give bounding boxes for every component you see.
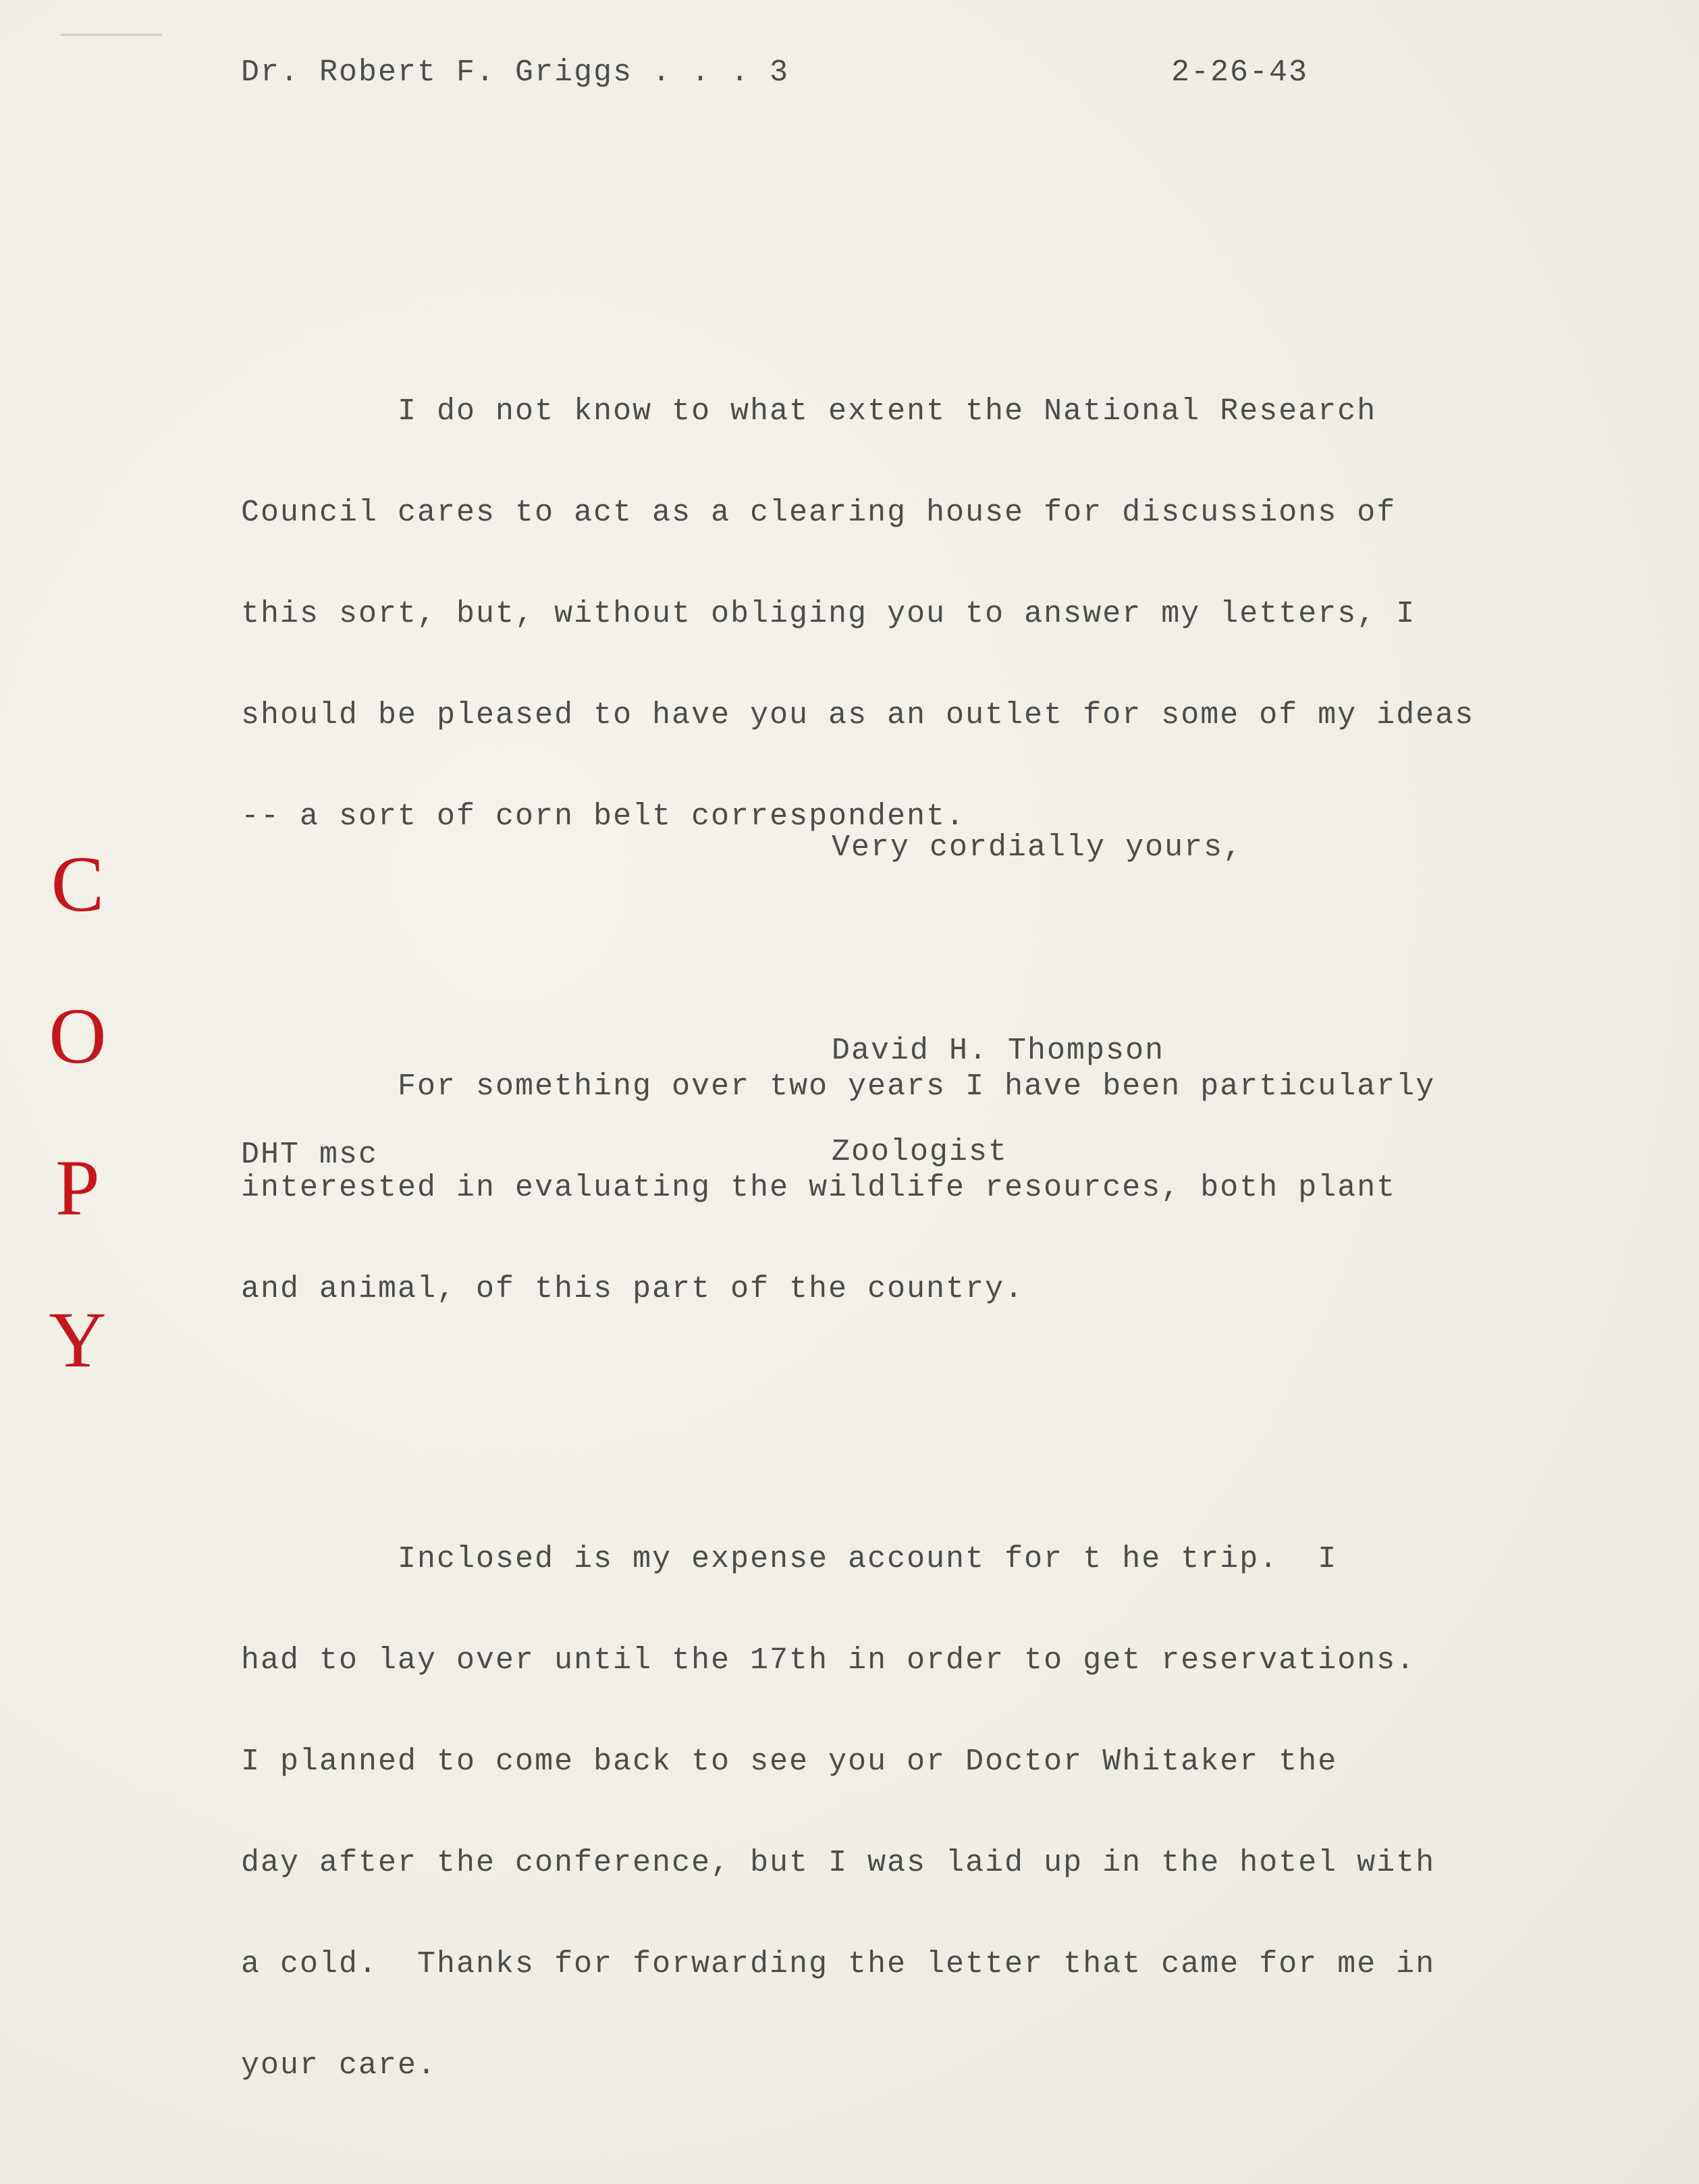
body-line: I do not know to what extent the National Research — [241, 394, 1377, 429]
typist-initials: DHT msc — [241, 1138, 379, 1172]
body-line: should be pleased to have you as an outlet for some of my ideas — [241, 698, 1475, 733]
copy-stamp-letter: P — [55, 1144, 100, 1232]
header-date: 2-26-43 — [1171, 55, 1309, 90]
body-line: a cold. Thanks for forwarding the letter that came for me in — [241, 1947, 1436, 1981]
body-line: this sort, but, without obliging you to answer my letters, I — [241, 597, 1416, 631]
copy-stamp-letter: O — [49, 992, 107, 1080]
body-line: day after the conference, but I was laid up in the hotel with — [241, 1846, 1436, 1880]
body-line: had to lay over until the 17th in order to get reservations. — [241, 1643, 1416, 1678]
header-recipient-page: Dr. Robert F. Griggs . . . 3 — [241, 55, 790, 90]
body-line: your care. — [241, 2048, 437, 2083]
paragraph-1 — [241, 327, 1474, 901]
closing-salutation: Very cordially yours, — [832, 830, 1243, 865]
body-line: Inclosed is my expense account for t he trip. I — [241, 1542, 1338, 1576]
paragraph-3 — [241, 1475, 1474, 2150]
body-line: -- a sort of corn belt correspondent. — [241, 799, 966, 834]
signer-title: Zoologist — [832, 1135, 1008, 1169]
body-line: interested in evaluating the wildlife resources, both plant — [241, 1171, 1397, 1205]
copy-stamp — [41, 837, 115, 1445]
body-line: For something over two years I have been particularly — [241, 1069, 1436, 1104]
body-line: and animal, of this part of the country. — [241, 1272, 1025, 1306]
signature-block — [832, 967, 1164, 1237]
paper-edge-mark — [61, 34, 162, 36]
signer-name: David H. Thompson — [832, 1034, 1165, 1068]
body-line: Council cares to act as a clearing house for discussions of — [241, 496, 1397, 530]
copy-stamp-letter: C — [51, 840, 105, 928]
body-line: I planned to come back to see you or Doctor Whitaker the — [241, 1744, 1338, 1779]
copy-stamp-letter: Y — [49, 1296, 107, 1384]
